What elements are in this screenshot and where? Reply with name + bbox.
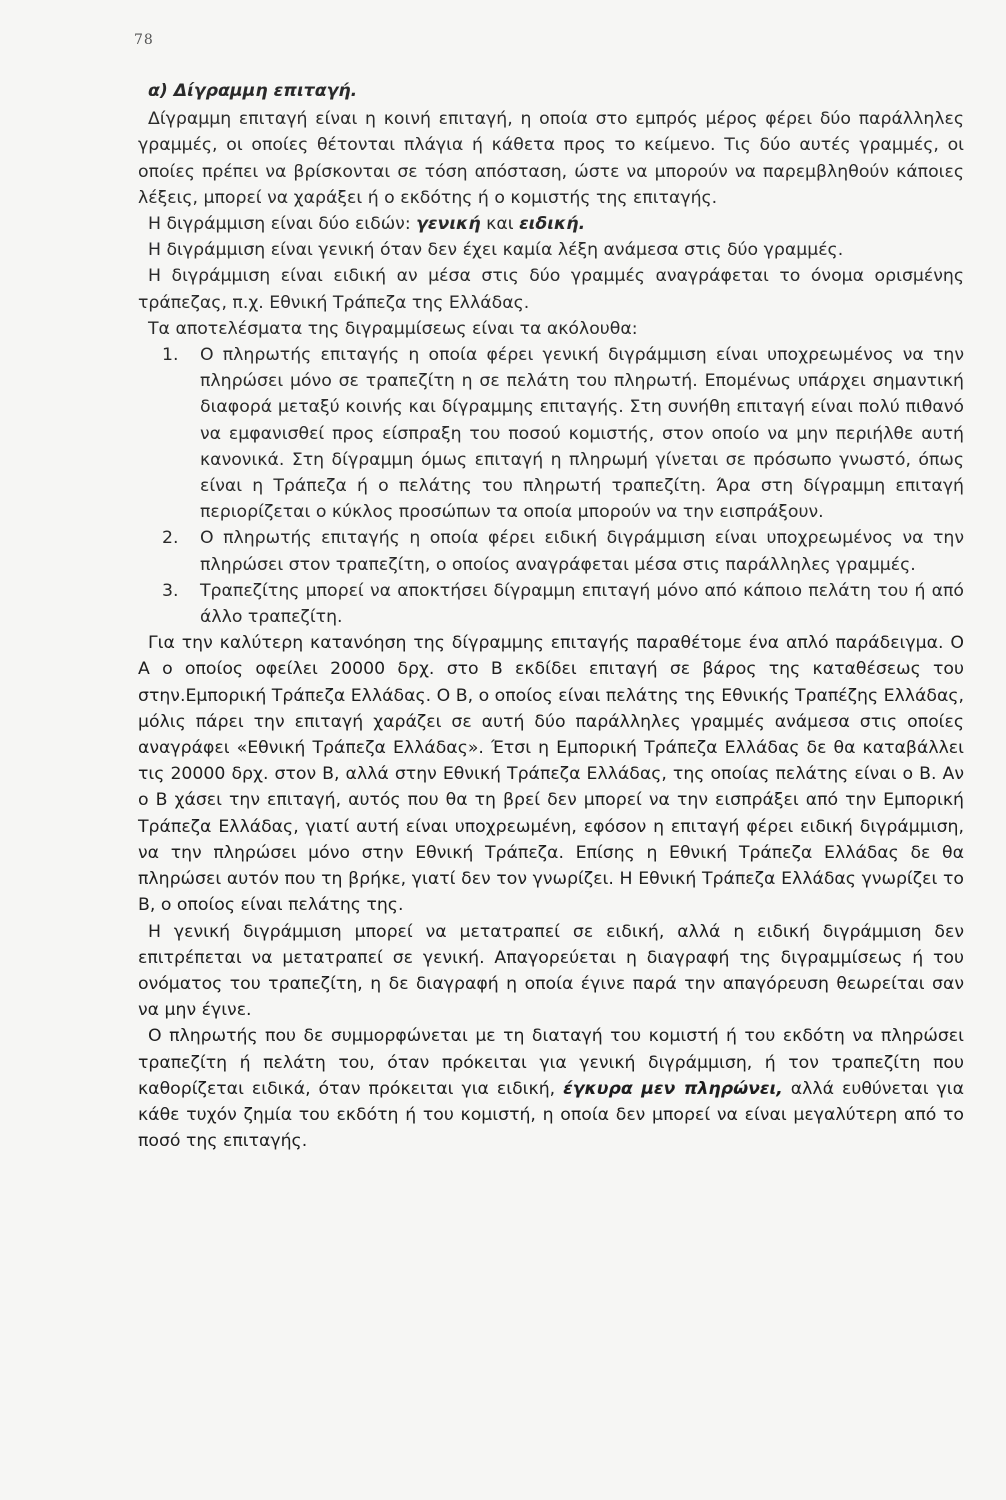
section-heading: α) Δίγραμμη επιταγή. bbox=[148, 81, 358, 101]
paragraph-effects-intro: Τα αποτελέσματα της διγραμμίσεως είναι τα ακόλουθα: bbox=[148, 318, 638, 339]
liability-emphasis: έγκυρα μεν πληρώνει, bbox=[563, 1078, 783, 1099]
list-item bbox=[138, 578, 964, 630]
liability-tail: αλλά ευθύνεται για κάθε τυχόν ζημία του εκδότη ή του κομιστή, η οποία δεν μπορεί να είναι μεγαλύτερη από το ποσό της επιταγής. bbox=[138, 1078, 964, 1152]
list-item-number: 2. bbox=[162, 528, 179, 549]
kinds-conjunction: και bbox=[480, 214, 520, 235]
list-item-text: Ο πληρωτής επιταγής η οποία φέρει ειδική διγράμμιση είναι υποχρεωμένος να την πληρώσει στον τραπεζίτη, ο οποίος αναγράφεται μέσα στις παράλληλες γραμμές. bbox=[200, 528, 964, 575]
kind-general: γενική bbox=[416, 214, 481, 235]
list-item bbox=[138, 342, 964, 525]
paragraph-conversion: Η γενική διγράμμιση μπορεί να μετατραπεί σε ειδική, αλλά η ειδική διγράμμιση δεν επιτρέπεται να μετατραπεί σε γενική. Απαγορεύεται η διαγραφή της διγραμμίσεως ή του ονόματος του τραπεζίτη, η δε διαγραφή η οποία έγινε παρά την απαγόρευση θεωρείται σαν να μην έγινε. bbox=[138, 921, 964, 1021]
list-item bbox=[138, 525, 964, 577]
kinds-lead: Η διγράμμιση είναι δύο ειδών: bbox=[148, 214, 417, 235]
paragraph-liability bbox=[138, 1023, 964, 1154]
paragraph-example: Για την καλύτερη κατανόηση της δίγραμμης επιταγής παραθέτομε ένα απλό παράδειγμα. Ο Α ο οποίος οφείλει 20000 δρχ. στο Β εκδίδει επιταγή σε βάρος της καταθέσεως του στην.Εμπορική Τράπεζα Ελλάδας. Ο Β, ο οποίος είναι πελάτης της Εθνικής Τραπέζης Ελλάδας, μόλις πάρει την επιταγή χαράζει σε αυτή δύο παράλληλες γραμμές ανάμεσα στις οποίες αναγράφει «Εθνική Τράπεζα Ελλάδας». Έτσι η Εμπορική Τράπεζα Ελλάδας δε θα καταβάλλει τις 20000 δρχ. στον Β, αλλά στην Εθνική Τράπεζα Ελλάδας, της οποίας πελάτης είναι ο Β. Αν ο Β χάσει την επιταγή, αυτός που θα τη βρεί δεν μπορεί να την εισπράξει από την Εμπορική Τράπεζα Ελλάδας, γιατί αυτή είναι υποχρεωμένη, εφόσον η επιταγή φέρει ειδική διγράμμιση, να την πληρώσει μόνο στην Εθνική Τράπεζα. Επίσης η Εθνική Τράπεζα Ελλάδας δε θα πληρώσει αυτόν που τη βρήκε, γιατί δεν τον γνωρίζει. Η Εθνική Τράπεζα Ελλάδας γνωρίζει το Β, ο οποίος είναι πελάτης της. bbox=[138, 633, 964, 916]
paragraph-kinds bbox=[138, 211, 964, 237]
page-body bbox=[138, 78, 964, 1154]
paragraph-definition: Δίγραμμη επιταγή είναι η κοινή επιταγή, η οποία στο εμπρός μέρος φέρει δύο παράλληλες γραμμές, οι οποίες θέτονται πλάγια ή κάθετα προς το κείμενο. Τις δύο αυτές γραμμές, οι οποίες πρέπει να βρίσκονται σε τόση απόσταση, ώστε να μπορούν να παρεμβληθούν κάποιες λέξεις, μπορεί να χαράξει ή ο εκδότης ή ο κομιστής της επιταγής. bbox=[138, 109, 964, 208]
paragraph-special-crossing: Η διγράμμιση είναι ειδική αν μέσα στις δύο γραμμές αναγράφεται το όνομα ορισμένης τράπεζας, π.χ. Εθνική Τράπεζα της Ελλάδας. bbox=[138, 266, 964, 313]
page-number: 78 bbox=[134, 32, 154, 48]
liability-lead: Ο πληρωτής που δε συμμορφώνεται με τη διαταγή του κομιστή ή του εκδότη να πληρώσει τραπεζίτη ή πελάτη του, όταν πρόκειται για γενική διγράμμιση, ή τον τραπεζίτη που καθορίζεται ειδικά, όταν πρόκειται για ειδική, bbox=[138, 1026, 964, 1099]
paragraph-general-crossing: Η διγράμμιση είναι γενική όταν δεν έχει καμία λέξη ανάμεσα στις δύο γραμμές. bbox=[148, 240, 844, 261]
list-item-number: 3. bbox=[162, 580, 179, 601]
list-item-text: Ο πληρωτής επιταγής η οποία φέρει γενική διγράμμιση είναι υποχρεωμένος να την πληρώσει μόνο σε τραπεζίτη η σε πελάτη του πληρωτή. Επομένως υπάρχει σημαντική διαφορά μεταξύ κοινής και δίγραμμης επιταγής. Στη συνήθη επιταγή είναι πολύ πιθανό να εμφανισθεί προς είσπραξη του ποσού κομιστής, στον οποίο να μην περιήλθε αυτή κανονικά. Στη δίγραμμη όμως επιταγή η πληρωμή γίνεται σε πρόσωπο γνωστό, όπως είναι η Τράπεζα ή ο πελάτης του πληρωτή τραπεζίτη. Άρα στη δίγραμμη επιταγή περιορίζεται ο κύκλος προσώπων τα οποία μπορούν να την εισπράξουν. bbox=[200, 345, 964, 523]
list-item-number: 1. bbox=[162, 345, 179, 366]
list-item-text: Τραπεζίτης μπορεί να αποκτήσει δίγραμμη επιταγή μόνο από κάποιο πελάτη του ή από άλλο τραπεζίτη. bbox=[200, 580, 964, 628]
kind-special: ειδική. bbox=[519, 214, 586, 235]
effects-list bbox=[138, 342, 964, 630]
